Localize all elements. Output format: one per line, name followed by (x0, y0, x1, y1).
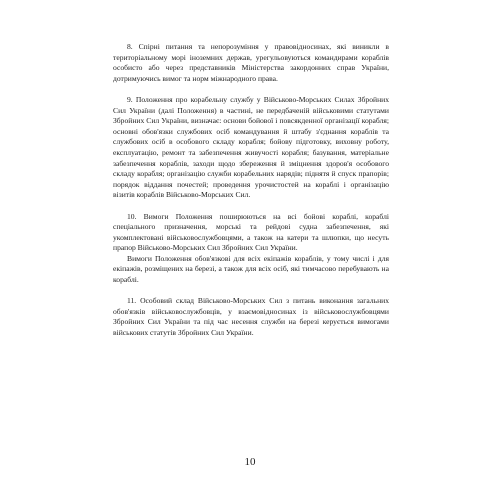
paragraph-item-8: 8. Спірні питання та непорозуміння у правовідносинах, які виникли в територіальному морі іноземних держав, урегульовуються командирами кораблів особисто або через представників Міністерства закордонних справ України, дотримуючись вимог та норм міжнародного права. (113, 42, 389, 83)
page-number: 10 (244, 456, 256, 468)
paragraph-item-9: 9. Положення про корабельну службу у Військово-Морських Силах Збройних Сил України (далі Положення) в частині, не передбаченій військовими статутами Збройних Сил України, визначає: основи бойової і повсякденної організації корабля; основні обов'язки службових осіб командування й штабу з'єднання кораблів та службових осіб в особового складу корабля; бойову підготовку, виховну роботу, експлуатацію, ремонт та забезпечення живучості корабля; базування, матеріальне забезпечення кораблів, заходи щодо збереження й зміцнення здоров'я особового складу корабля; організацію служби корабельних нарядів; піднятя й спуск прапорів; порядок віддання почестей; проведення урочистостей на кораблі і організацію візитів кораблів Військово-Морських Сил. (113, 94, 389, 200)
paragraph-requirements: Вимоги Положення обов'язкові для всіх екіпажів кораблів, у тому числі і для екіпажів, розміщених на березі, а також для всіх осіб, які тимчасово перебувають на кораблі. (113, 253, 389, 285)
paragraph-item-10: 10. Вимоги Положення поширюються на всі бойові кораблі, кораблі спеціального призначення, морські та рейдові судна забезпечення, які укомплектовані військовослужбовцями, а також на катери та шлюпки, що несуть прапор Військово-Морських Сил Збройних Сил України. (113, 211, 389, 253)
paragraph-item-11: 11. Особовий склад Військово-Морських Сил з питань виконання загальних обов'язків військовослужбовців, у взаємовідносинах із військовослужбовцями Збройних Сил України та під час несення служби на березі керується вимогами військових статутів Збройних Сил України. (113, 296, 389, 338)
document-body (113, 42, 389, 349)
